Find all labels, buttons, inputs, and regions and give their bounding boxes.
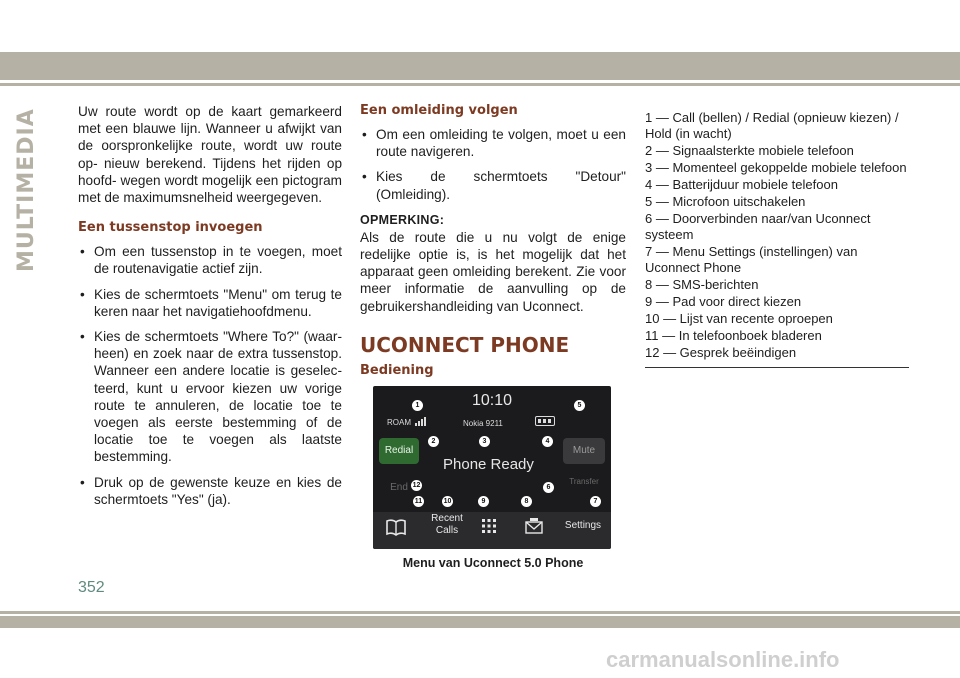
list-item: • Kies de schermtoets "Menu" om terug te keren naar het navigatiehoofdmenu. — [78, 286, 342, 320]
legend-item: 4 — Batterijduur mobiele telefoon — [645, 177, 838, 192]
figure-legend — [645, 110, 909, 368]
footer-rule — [0, 611, 960, 614]
legend-item: 8 — SMS-berichten — [645, 277, 759, 292]
footer-band — [0, 616, 960, 628]
dialpad-icon[interactable] — [481, 518, 497, 534]
note-title: OPMERKING: — [360, 212, 445, 227]
callout-marker: 11 — [414, 498, 423, 505]
legend-item: 9 — Pad voor direct kiezen — [645, 294, 802, 309]
callout-marker: 3 — [479, 436, 490, 447]
column-2 — [360, 103, 626, 386]
signal-strength-icon — [415, 416, 429, 426]
legend-item: 2 — Signaalsterkte mobiele telefoon — [645, 143, 854, 158]
legend-item: 10 — Lijst van recente oproepen — [645, 311, 833, 326]
legend-item: 3 — Momenteel gekoppelde mobiele telefoon — [645, 160, 907, 175]
legend-item: 11 — In telefoonboek bladeren — [645, 328, 822, 343]
callout-marker: 2 — [428, 436, 439, 447]
watermark: carmanualsonline.info — [606, 647, 840, 672]
settings-button[interactable]: Settings — [564, 520, 602, 531]
heading-operation: Bediening — [360, 362, 434, 378]
roam-indicator: ROAM — [387, 418, 411, 427]
paired-phone-name: Nokia 9211 — [463, 419, 503, 428]
main-heading-uconnect-phone: UCONNECT PHONE — [360, 332, 570, 357]
callout-marker: 7 — [590, 496, 601, 507]
callout-marker: 6 — [543, 482, 554, 493]
callout-marker: 5 — [574, 400, 585, 411]
list-item: • Kies de schermtoets "Where To?" (waar- heen) en zoek naar de extra tussenstop. Wanneer een andere locatie is geselec- teerd, kunt u ervoor kiezen uw vorige route te annuleren, de locatie toe te voegen als eerste bestemming of de locatie toe te voegen als laatste bestemming. — [78, 328, 342, 466]
heading-detour: Een omleiding volgen — [360, 103, 518, 118]
list-item: • Druk op de gewenste keuze en kies de schermtoets "Yes" (ja). — [78, 474, 342, 508]
list-item: • Kies de schermtoets "Detour" (Omleiding). — [360, 168, 626, 202]
recent-calls-button[interactable] — [421, 513, 473, 537]
sms-icon[interactable] — [525, 517, 543, 535]
clock-time: 10:10 — [471, 392, 513, 409]
phone-status: Phone Ready — [443, 456, 534, 473]
legend-item: 1 — Call (bellen) / Redial (opnieuw kiezen) / Hold (in wacht) — [645, 110, 899, 141]
callout-marker: 8 — [521, 496, 532, 507]
list-item: • Om een tussenstop in te voegen, moet de routenavigatie actief zijn. — [78, 243, 342, 277]
uconnect-phone-screen-figure — [373, 386, 611, 549]
mute-button[interactable]: Mute — [563, 438, 605, 464]
redial-button[interactable]: Redial — [379, 438, 419, 464]
intro-paragraph: Uw route wordt op de kaart gemarkeerd met een blauwe lijn. Wanneer u afwijkt van de oorspronkelijke route, wordt uw route op- nieuw berekend. Tijdens het rijden op hoofd- wegen wordt mogelijk een pictogram met de maximumsnelheid weergegeven. — [78, 104, 342, 206]
header-rule — [0, 83, 960, 86]
legend-item: 7 — Menu Settings (instellingen) van Uconnect Phone — [645, 244, 858, 275]
phonebook-icon[interactable] — [385, 516, 407, 538]
transfer-button[interactable]: Transfer — [569, 477, 599, 486]
end-call-button[interactable]: End — [390, 482, 408, 493]
column-1 — [78, 103, 342, 516]
legend-rule — [645, 367, 909, 368]
detour-list — [360, 126, 626, 203]
section-side-label: MULTIMEDIA — [14, 108, 39, 272]
callout-marker: 1 — [412, 400, 423, 411]
insert-stop-list — [78, 243, 342, 508]
callout-marker: 12 — [412, 482, 421, 489]
battery-icon — [535, 416, 557, 426]
legend-item: 12 — Gesprek beëindigen — [645, 345, 797, 360]
callout-marker: 4 — [542, 436, 553, 447]
legend-item: 6 — Doorverbinden naar/van Uconnect systeem — [645, 211, 871, 242]
heading-insert-stop: Een tussenstop invoegen — [78, 220, 263, 236]
recent-calls-label-1: Recent — [431, 513, 463, 524]
callout-marker: 9 — [478, 496, 489, 507]
callout-marker: 10 — [443, 498, 452, 505]
recent-calls-label-2: Calls — [435, 525, 459, 536]
figure-caption: Menu van Uconnect 5.0 Phone — [402, 556, 584, 570]
legend-item: 5 — Microfoon uitschakelen — [645, 194, 806, 209]
list-item: • Om een omleiding te volgen, moet u een route navigeren. — [360, 126, 626, 160]
note-text: Als de route die u nu volgt de enige redelijke optie is, is het mogelijk dat het apparaat geen omleiding berekent. Zie voor meer informatie de aanvulling op de gebruikershandleiding van Uconnect. — [360, 229, 626, 314]
header-band — [0, 52, 960, 80]
page-number: 352 — [78, 579, 105, 596]
